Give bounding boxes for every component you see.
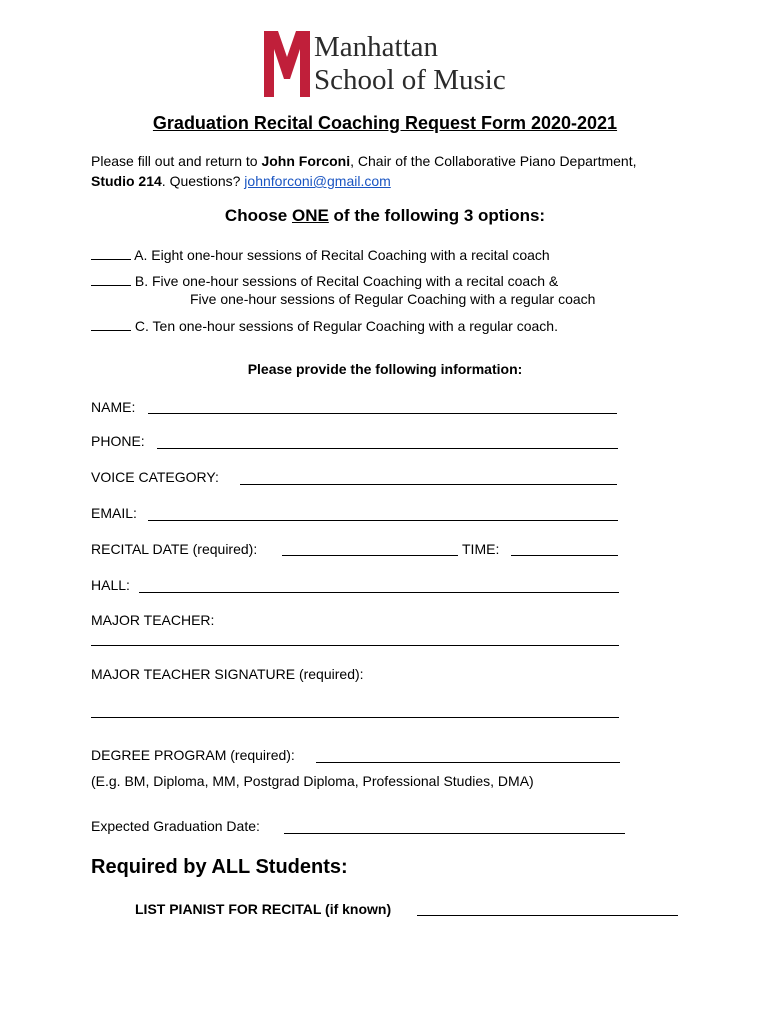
major-teacher-field[interactable] <box>91 645 619 646</box>
phone-label: PHONE: <box>91 433 145 449</box>
degree-program-field[interactable] <box>316 762 620 763</box>
recital-date-field[interactable] <box>282 555 458 556</box>
voice-category-label: VOICE CATEGORY: <box>91 469 219 485</box>
intro-text-3: . Questions? <box>161 173 245 189</box>
logo-line-1: Manhattan <box>314 31 439 63</box>
time-field[interactable] <box>511 555 618 556</box>
intro-studio: Studio 214 <box>91 173 162 189</box>
intro-text-1: Please fill out and return to <box>91 153 262 169</box>
pianist-field[interactable] <box>417 915 678 916</box>
name-field[interactable] <box>148 413 617 414</box>
option-a-text: A. Eight one-hour sessions of Recital Coaching with a recital coach <box>134 247 550 263</box>
choose-heading <box>0 206 770 226</box>
signature-field[interactable] <box>91 717 619 718</box>
option-b <box>91 271 558 291</box>
email-field[interactable] <box>148 520 618 521</box>
voice-category-field[interactable] <box>240 484 617 485</box>
option-b-text-1: B. Five one-hour sessions of Recital Coaching with a recital coach & <box>134 273 559 289</box>
logo-wordmark <box>314 31 506 97</box>
graduation-date-label: Expected Graduation Date: <box>91 818 260 834</box>
name-label: NAME: <box>91 399 136 415</box>
option-c-blank[interactable] <box>91 317 131 331</box>
option-a <box>91 245 550 265</box>
option-a-blank[interactable] <box>91 246 131 260</box>
intro-text-2: , Chair of the Collaborative Piano Department, <box>350 153 637 169</box>
logo-line-2: School of Music <box>314 64 506 96</box>
choose-one: ONE <box>291 206 329 225</box>
recital-date-label: RECITAL DATE (required): <box>91 541 258 557</box>
option-b-text-2: Five one-hour sessions of Regular Coaching with a regular coach <box>190 291 596 307</box>
graduation-date-field[interactable] <box>284 833 625 834</box>
time-label: TIME: <box>462 541 500 557</box>
school-logo <box>264 31 524 97</box>
hall-label: HALL: <box>91 577 130 593</box>
intro-line-1 <box>91 151 636 171</box>
logo-m-mark <box>264 31 310 97</box>
phone-field[interactable] <box>157 448 618 449</box>
email-label: EMAIL: <box>91 505 137 521</box>
pianist-label: LIST PIANIST FOR RECITAL (if known) <box>135 901 392 917</box>
option-c <box>91 316 558 336</box>
required-heading: Required by ALL Students: <box>91 856 348 878</box>
intro-contact-name: John Forconi <box>261 153 351 169</box>
info-heading: Please provide the following information: <box>247 361 523 377</box>
choose-pre: Choose <box>224 206 292 225</box>
degree-program-hint: (E.g. BM, Diploma, MM, Postgrad Diploma, Professional Studies, DMA) <box>91 773 534 789</box>
intro-line-2 <box>91 171 391 191</box>
option-b-blank[interactable] <box>91 272 131 286</box>
choose-post: of the following 3 options: <box>328 206 546 225</box>
major-teacher-label: MAJOR TEACHER: <box>91 612 215 628</box>
degree-program-label: DEGREE PROGRAM (required): <box>91 747 295 763</box>
contact-email-link[interactable]: johnforconi@gmail.com <box>244 173 391 189</box>
option-c-text: C. Ten one-hour sessions of Regular Coaching with a regular coach. <box>134 318 558 334</box>
hall-field[interactable] <box>139 592 619 593</box>
signature-label: MAJOR TEACHER SIGNATURE (required): <box>91 666 364 682</box>
form-title: Graduation Recital Coaching Request Form 2020-2021 <box>152 113 618 133</box>
